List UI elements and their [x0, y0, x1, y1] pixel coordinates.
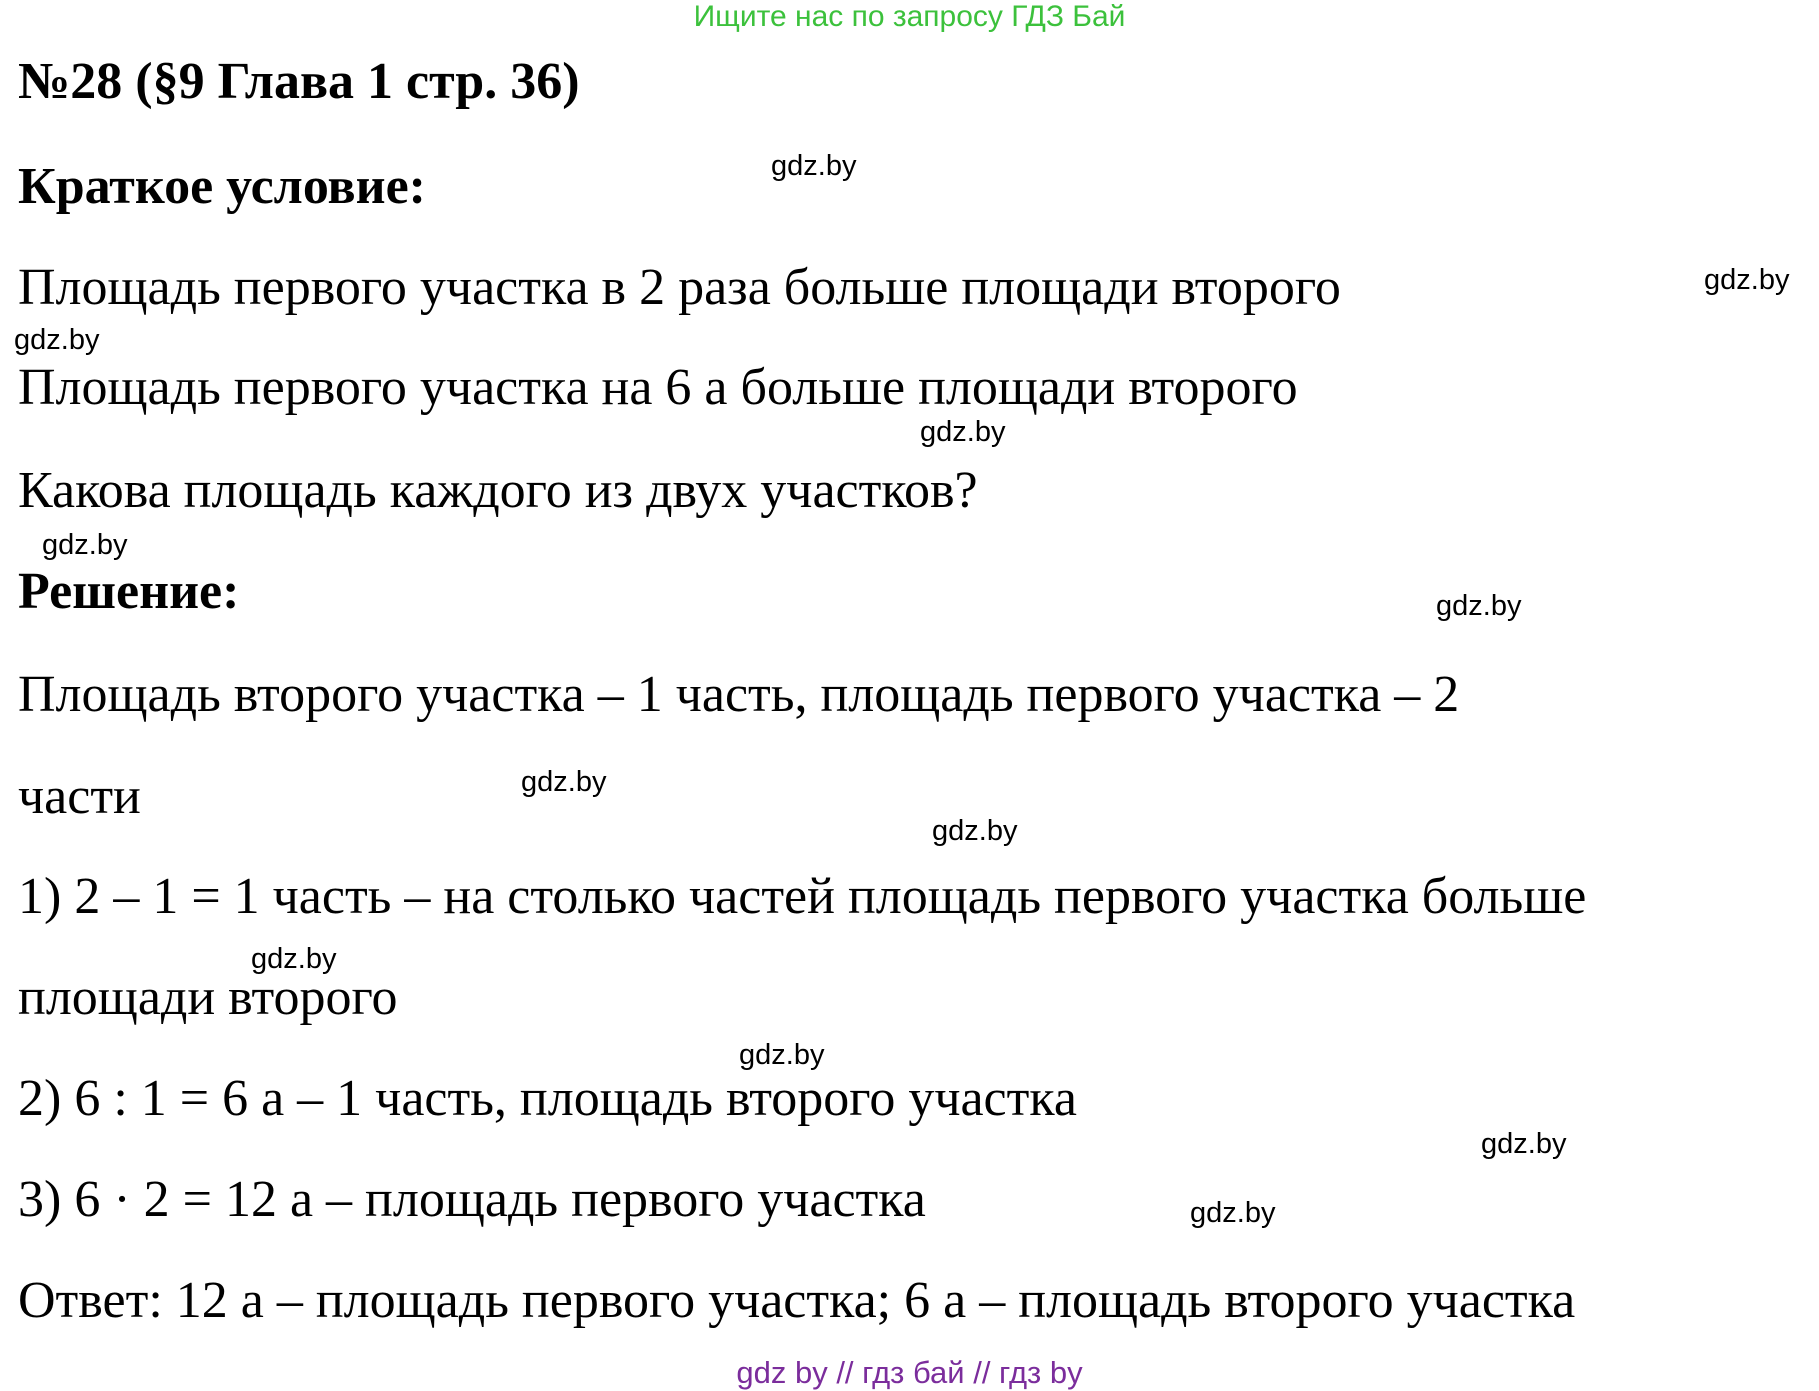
solution-line-3: 1) 2 – 1 = 1 часть – на столько частей площадь первого участка больше — [18, 868, 1587, 925]
solution-line-1: Площадь второго участка – 1 часть, площадь первого участка – 2 — [18, 666, 1460, 723]
condition-line-1: Площадь первого участка в 2 раза больше площади второго — [18, 259, 1341, 316]
watermark: gdz.by — [42, 529, 128, 561]
watermark: gdz.by — [1190, 1197, 1276, 1229]
watermark: gdz.by — [771, 150, 857, 182]
condition-heading: Краткое условие: — [18, 158, 426, 215]
watermark: gdz.by — [1704, 264, 1790, 296]
watermark: gdz.by — [251, 943, 337, 975]
watermark: gdz.by — [739, 1039, 825, 1071]
solution-heading: Решение: — [18, 563, 240, 620]
watermark: gdz.by — [14, 324, 100, 356]
solution-line-4: площади второго — [18, 969, 398, 1026]
watermark: gdz.by — [521, 766, 607, 798]
solution-line-2: части — [18, 768, 141, 825]
answer-line: Ответ: 12 а – площадь первого участка; 6 а – площадь второго участка — [18, 1272, 1576, 1329]
watermark: gdz.by — [920, 416, 1006, 448]
top-banner: Ищите нас по запросу ГДЗ Бай — [693, 0, 1126, 33]
condition-line-2: Площадь первого участка на 6 а больше площади второго — [18, 359, 1298, 416]
condition-line-3: Какова площадь каждого из двух участков? — [18, 462, 978, 519]
footer-links: gdz by // гдз бай // гдз by — [736, 1355, 1083, 1390]
solution-line-5: 2) 6 : 1 = 6 а – 1 часть, площадь второго участка — [18, 1070, 1077, 1127]
watermark: gdz.by — [1481, 1128, 1567, 1160]
page-title: №28 (§9 Глава 1 стр. 36) — [18, 53, 580, 110]
watermark: gdz.by — [932, 815, 1018, 847]
watermark: gdz.by — [1436, 590, 1522, 622]
solution-line-6: 3) 6 · 2 = 12 а – площадь первого участка — [18, 1171, 926, 1228]
